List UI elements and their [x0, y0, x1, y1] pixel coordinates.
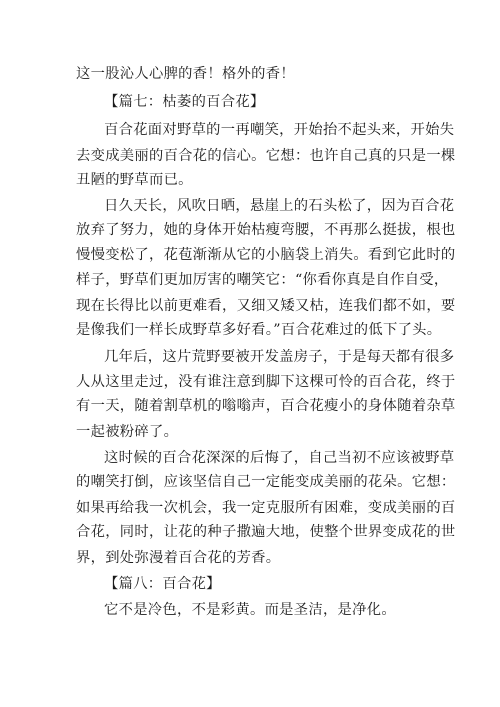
paragraph-line: 丑陋的野草而已。 [76, 172, 193, 188]
paragraph-line: 慢慢变松了，花苞渐渐从它的小脑袋上消失。看到它此时的 [76, 247, 456, 263]
paragraph-line: 几年后，这片荒野要被开发盖房子，于是每天都有很多 [104, 349, 455, 365]
paragraph-line: 如果再给我一次机会，我一定克服所有困难，变成美丽的百 [76, 500, 456, 516]
paragraph-line: 的嘲笑打倒，应该坚信自己一定能变成美丽的花朵。它想： [76, 474, 456, 490]
paragraph-line: 百合花面对野草的一再嘲笑，开始抬不起头来，开始失 [104, 122, 455, 138]
paragraph-line: 这一股沁人心脾的香！格外的香！ [76, 66, 295, 82]
paragraph-line: 这时候的百合花深深的后悔了，自己当初不应该被野草 [104, 450, 455, 466]
paragraph-line: 放弃了努力，她的身体开始枯瘦弯腰，不再那么挺拔，根也 [76, 222, 456, 238]
section-heading-8: 【篇八：百合花】 [104, 576, 221, 592]
paragraph-line: 现在长得比以前更难看，又细又矮又枯，连我们都不如，要 [76, 298, 456, 314]
paragraph-line: 样子，野草们更加厉害的嘲笑它：“你看你真是自作自受， [76, 272, 449, 288]
paragraph-line: 日久天长，风吹日晒，悬崖上的石头松了，因为百合花 [104, 198, 455, 214]
paragraph-line: 合花，同时，让花的种子撒遍大地，使整个世界变成花的世 [76, 524, 456, 540]
paragraph-line: 有一天，随着割草机的嗡嗡声，百合花瘦小的身体随着杂草 [76, 398, 456, 414]
paragraph-line: 一起被粉碎了。 [76, 424, 179, 440]
paragraph-line: 界，到处弥漫着百合花的芳香。 [76, 550, 281, 566]
paragraph-line: 人从这里走过，没有谁注意到脚下这棵可怜的百合花，终于 [76, 374, 456, 390]
paragraph-line: 是像我们一样长成野草多好看。”百合花难过的低下了头。 [76, 322, 442, 338]
paragraph-line: 去变成美丽的百合花的信心。它想：也许自己真的只是一棵 [76, 148, 456, 164]
paragraph-line: 它不是冷色，不是彩黄。而是圣洁，是净化。 [104, 602, 396, 618]
section-heading-7: 【篇七：枯萎的百合花】 [104, 94, 265, 110]
